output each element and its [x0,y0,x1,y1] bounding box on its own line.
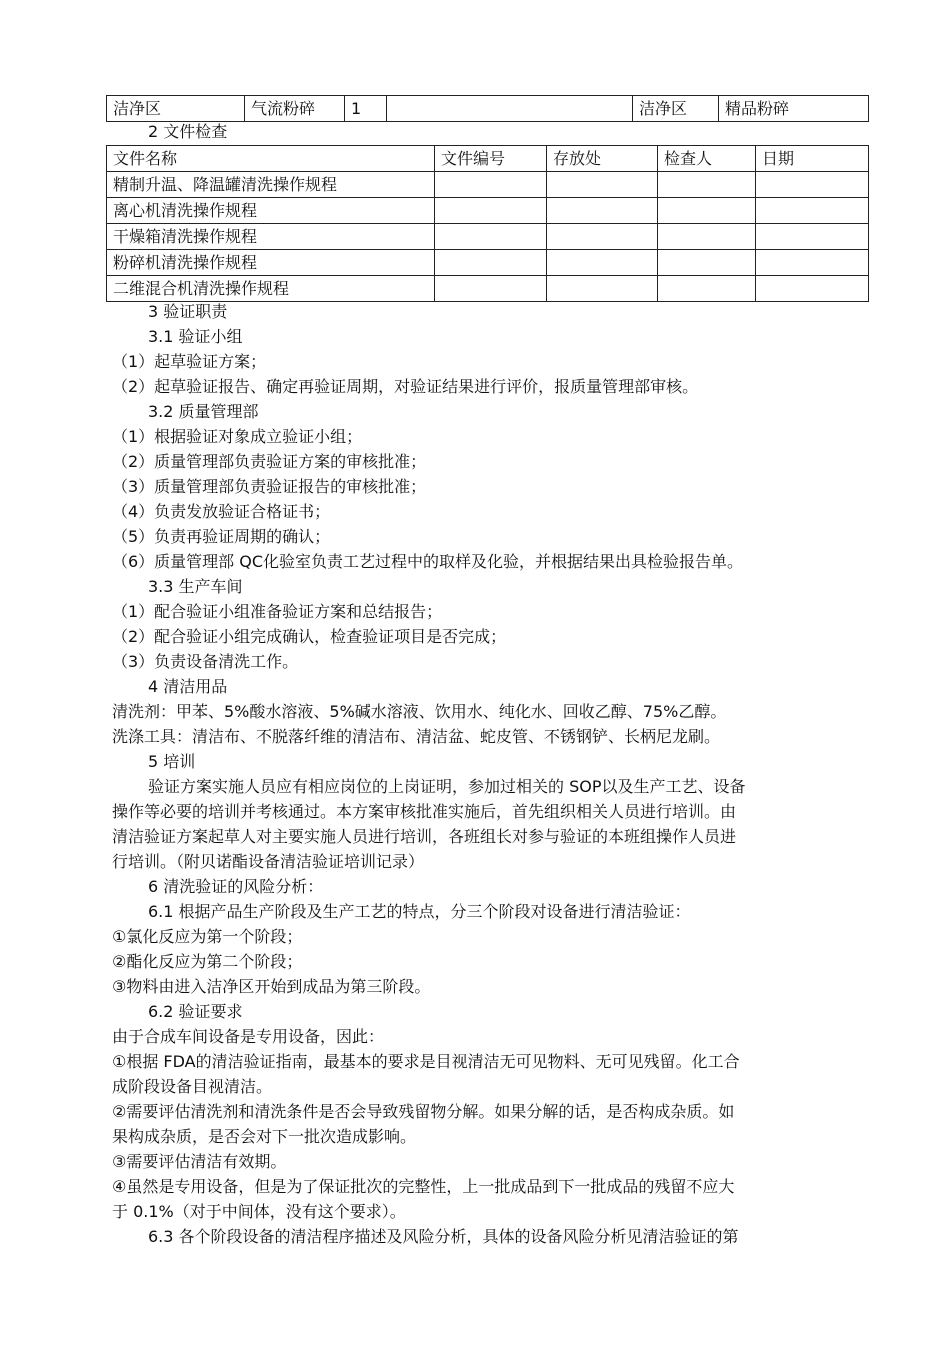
file-name-cell: 精制升温、降温罐清洗操作规程 [107,172,435,198]
empty-cell [435,172,547,198]
table-row [107,172,869,198]
empty-cell [547,198,658,224]
section-heading: 2 文件检查 [148,122,228,141]
empty-cell [756,172,869,198]
subsection-heading: 6.3 各个阶段设备的清洁程序描述及风险分析，具体的设备风险分析见清洁验证的第 [148,1227,739,1246]
section-heading: 5 培训 [148,752,196,771]
area-cell: 气流粉碎 [245,96,345,122]
subsection-heading: 6.1 根据产品生产阶段及生产工艺的特点，分三个阶段对设备进行清洁验证： [148,902,691,921]
area-cell [387,96,633,122]
subsection-heading: 3.3 生产车间 [148,577,243,596]
area-cell: 洁净区 [107,96,245,122]
list-item: ④虽然是专用设备，但是为了保证批次的完整性，上一批成品到下一批成品的残留不应大 [112,1177,735,1196]
list-item: （3）负责设备清洗工作。 [112,652,299,671]
table-row [107,276,869,302]
empty-cell [435,198,547,224]
list-item: ③物料由进入洁净区开始到成品为第三阶段。 [112,977,431,996]
empty-cell [547,172,658,198]
subsection-heading: 6.2 验证要求 [148,1002,243,1021]
subsection-heading: 3.2 质量管理部 [148,402,259,421]
table-header-row [107,146,869,172]
area-table [106,95,869,122]
empty-cell [658,172,756,198]
paragraph-line: 由于合成车间设备是专用设备，因此： [112,1027,385,1046]
paragraph-line: 行培训。（附贝诺酯设备清洁验证培训记录） [112,852,425,871]
list-item: ①根据 FDA的清洁验证指南，最基本的要求是目视清洁无可见物料、无可见残留。化工合 [112,1052,740,1071]
list-item: ③需要评估清洁有效期。 [112,1152,287,1171]
column-header: 文件名称 [107,146,435,172]
list-item: （3）质量管理部负责验证报告的审核批准； [112,477,427,496]
area-cell: 1 [345,96,387,122]
empty-cell [435,250,547,276]
subsection-heading: 3.1 验证小组 [148,327,243,346]
list-item: ②酯化反应为第二个阶段； [112,952,303,971]
column-header: 存放处 [547,146,658,172]
paragraph-line: 成阶段设备目视清洁。 [112,1077,273,1096]
section-heading: 3 验证职责 [148,302,228,321]
list-item: ②需要评估清洗剂和清洗条件是否会导致残留物分解。如果分解的话，是否构成杂质。如 [112,1102,735,1121]
paragraph-line: 验证方案实施人员应有相应岗位的上岗证明，参加过相关的 SOP以及生产工艺、设备 [148,777,746,796]
paragraph-line: 清洗剂：甲苯、5%酸水溶液、5%碱水溶液、饮用水、纯化水、回收乙醇、75%乙醇。 [112,702,727,721]
file-name-cell: 粉碎机清洗操作规程 [107,250,435,276]
section-heading: 4 清洁用品 [148,677,228,696]
empty-cell [435,224,547,250]
list-item: ①氯化反应为第一个阶段； [112,927,303,946]
empty-cell [756,250,869,276]
empty-cell [547,276,658,302]
paragraph-line: 清洁验证方案起草人对主要实施人员进行培训，各班组长对参与验证的本班组操作人员进 [112,827,737,846]
list-item: （5）负责再验证周期的确认； [112,527,331,546]
list-item: （2）配合验证小组完成确认，检查验证项目是否完成； [112,627,507,646]
file-name-cell: 干燥箱清洗操作规程 [107,224,435,250]
area-cell: 精品粉碎 [719,96,869,122]
list-item: （1）根据验证对象成立验证小组； [112,427,363,446]
empty-cell [547,224,658,250]
column-header: 日期 [756,146,869,172]
empty-cell [547,250,658,276]
area-cell: 洁净区 [633,96,719,122]
table-row [107,198,869,224]
table-row [107,224,869,250]
table-row [107,250,869,276]
list-item: （2）质量管理部负责验证方案的审核批准； [112,452,427,471]
paragraph-line: 操作等必要的培训并考核通过。本方案审核批准实施后，首先组织相关人员进行培训。由 [112,802,737,821]
list-item: （1）配合验证小组准备验证方案和总结报告； [112,602,443,621]
empty-cell [435,276,547,302]
area-row [107,96,869,122]
file-name-cell: 二维混合机清洗操作规程 [107,276,435,302]
list-item: （4）负责发放验证合格证书； [112,502,331,521]
empty-cell [756,224,869,250]
empty-cell [756,198,869,224]
empty-cell [658,224,756,250]
empty-cell [658,250,756,276]
paragraph-line: 果构成杂质，是否会对下一批次造成影响。 [112,1127,417,1146]
paragraph-line: 洗涤工具：清洁布、不脱落纤维的清洁布、清洁盆、蛇皮管、不锈钢铲、长柄尼龙刷。 [112,727,721,746]
section-heading: 6 清洗验证的风险分析： [148,877,324,896]
empty-cell [658,198,756,224]
column-header: 检查人 [658,146,756,172]
file-name-cell: 离心机清洗操作规程 [107,198,435,224]
list-item: （6）质量管理部 QC化验室负责工艺过程中的取样及化验，并根据结果出具检验报告单。 [112,552,744,571]
paragraph-line: 于 0.1%（对于中间体，没有这个要求）。 [112,1202,406,1221]
column-header: 文件编号 [435,146,547,172]
list-item: （1）起草验证方案； [112,352,267,371]
empty-cell [756,276,869,302]
list-item: （2）起草验证报告、确定再验证周期，对验证结果进行评价，报质量管理部审核。 [112,377,699,396]
file-check-table [106,145,869,302]
empty-cell [658,276,756,302]
